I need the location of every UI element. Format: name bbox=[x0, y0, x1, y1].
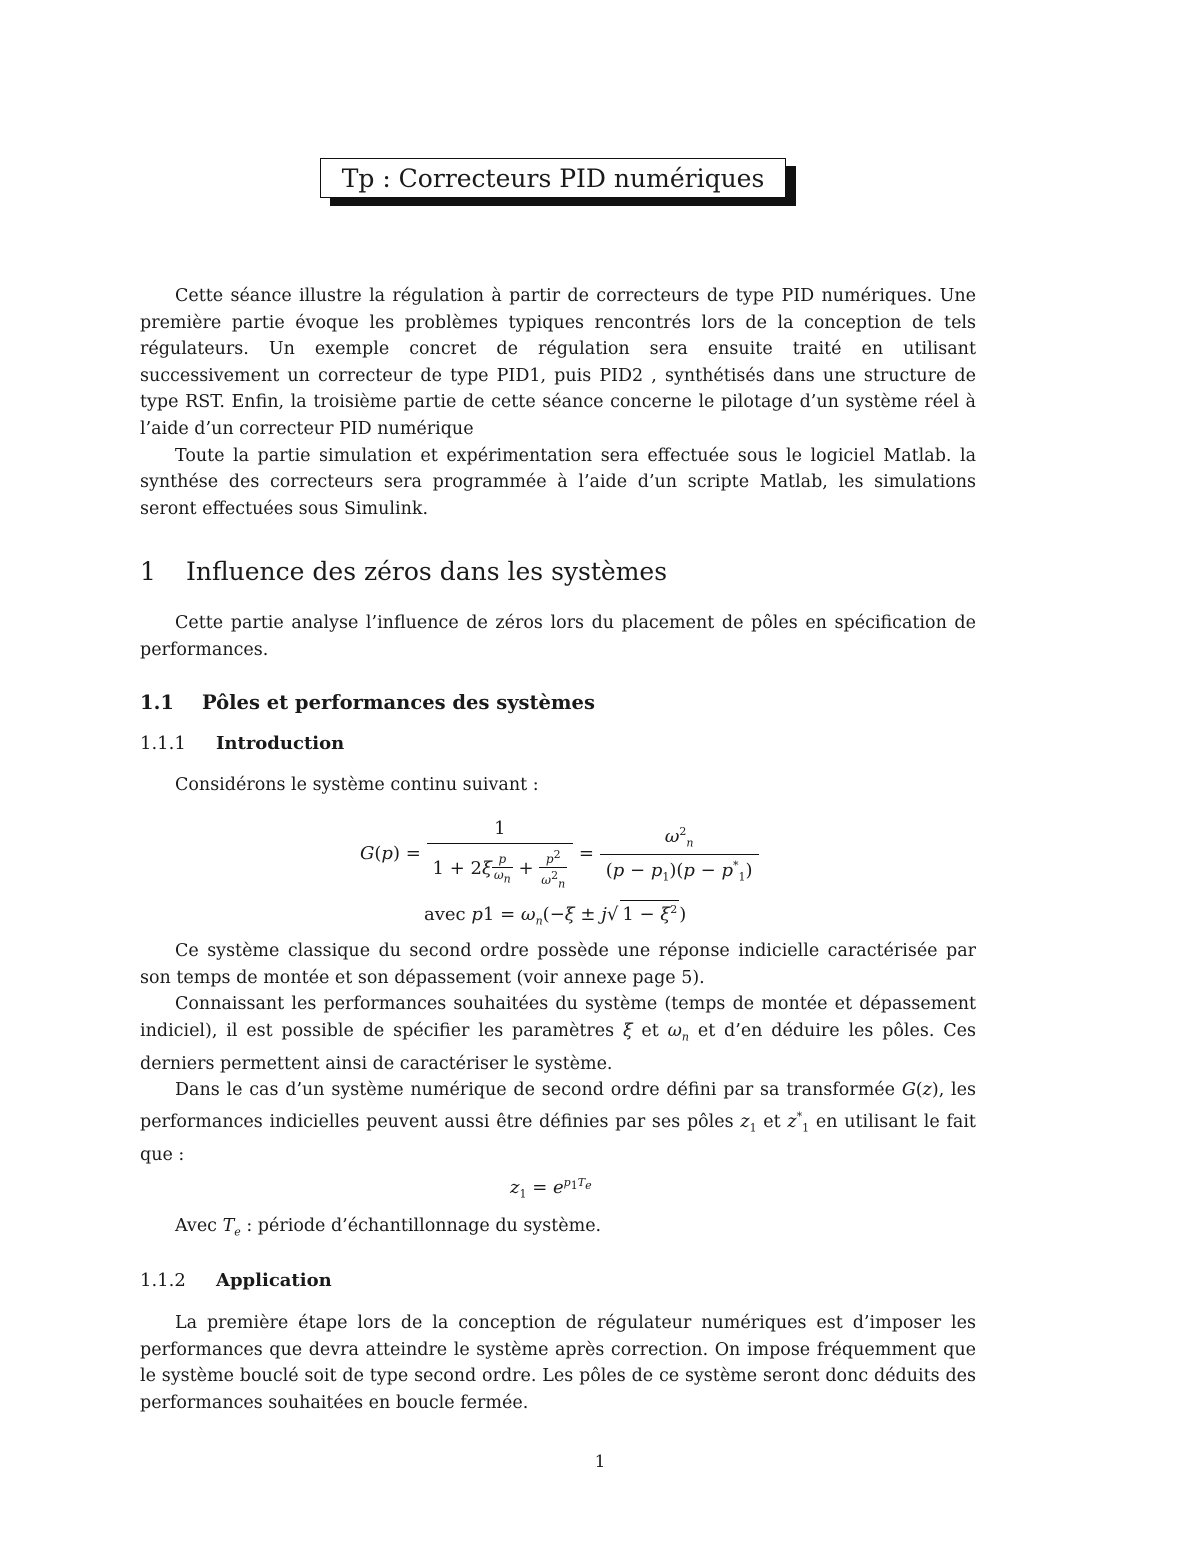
subsubsection-title: Introduction bbox=[216, 733, 345, 754]
equation-poles: avec $p1 = \omega_n(-\xi \pm j√$ $1 - \xi^2$ ) bbox=[424, 900, 686, 928]
section-title: Influence des zéros dans les systèmes bbox=[186, 557, 668, 586]
section-1-heading bbox=[140, 557, 667, 586]
paragraph-application: La première étape lors de la conception de régulateur numériques est d’imposer les performances que devra atteindre le système après correction. On impose fréquemment que le système bouclé soit de type second ordre. Les pôles de ce système seront donc déduits des performances souhaitées en boucle fermée. bbox=[140, 1313, 976, 1413]
subsubsection-1-1-2-heading bbox=[140, 1270, 332, 1291]
subsection-1-1-heading bbox=[140, 691, 595, 714]
intro-lead: Considérons le système continu suivant : bbox=[175, 775, 539, 795]
subsubsection-number: 1.1.2 bbox=[140, 1270, 186, 1291]
page-title-box bbox=[320, 158, 786, 198]
intro-paragraph-2: Toute la partie simulation et expérimentation sera effectuée sous le logiciel Matlab. la synthése des correcteurs sera programmée à l’aide d’un scripte Matlab, les simulations seront effectuées sous Simulink. bbox=[140, 445, 976, 519]
subsubsection-1-1-1-heading bbox=[140, 733, 344, 754]
paragraph-sampling-period: Avec $T_e$ : période d’échantillonnage du système. bbox=[175, 1216, 602, 1239]
page-title: Tp : Correcteurs PID numériques bbox=[341, 163, 765, 193]
subsection-title: Pôles et performances des systèmes bbox=[202, 691, 595, 714]
intro-block bbox=[140, 283, 976, 522]
paragraph-second-order: Ce système classique du second ordre possède une réponse indicielle caractérisée par son temps de montée et son dépassement (voir annexe page 5). bbox=[140, 941, 976, 988]
paragraph-numeric: Dans le cas d’un système numérique de second ordre défini par sa transformée G(z), les performances indicielles peuvent aussi être définies par ses pôles $z_1$ et $z^*_1$ en utilisant le fait que : bbox=[140, 1080, 976, 1165]
equation-transfer-function: G(p) = 1 1 + 2ξ $\frac{p}{\omega_n}$ + $\frac{p^2}{\omega^2_n}$ = $\frac{\omega^2_n}{(p - p_1)(p - p^*_1)}$ bbox=[360, 818, 759, 890]
subsection-number: 1.1 bbox=[140, 691, 174, 714]
page-number: 1 bbox=[594, 1452, 606, 1472]
subsubsection-title: Application bbox=[216, 1270, 332, 1291]
paragraph-performance: Connaissant les performances souhaitées du système (temps de montée et dépassement indiciel), il est possible de spécifier les paramètres ξ et $\omega_n$ et d’en déduire les pôles. Ces derniers permettent ainsi de caractériser le système. bbox=[140, 994, 976, 1074]
body-paragraphs bbox=[140, 938, 976, 1169]
section-number: 1 bbox=[140, 557, 156, 586]
equation-z-transform-pole: $z_1 = e^{p_1T_e}$ bbox=[510, 1176, 592, 1201]
intro-paragraph-1: Cette séance illustre la régulation à partir de correcteurs de type PID numériques. Une première partie évoque les problèmes typiques rencontrés lors de la conception de tels régulateurs. Un exemple concret de régulation sera ensuite traité en utilisant successivement un correcteur de type PID1, puis PID2 , synthétisés dans une structure de type RST. Enfin, la troisième partie de cette séance concerne le pilotage d’un système réel à l’aide d’un correcteur PID numérique bbox=[140, 286, 976, 439]
section-1-intro: Cette partie analyse l’influence de zéros lors du placement de pôles en spécification de performances. bbox=[140, 613, 976, 660]
subsubsection-number: 1.1.1 bbox=[140, 733, 186, 754]
